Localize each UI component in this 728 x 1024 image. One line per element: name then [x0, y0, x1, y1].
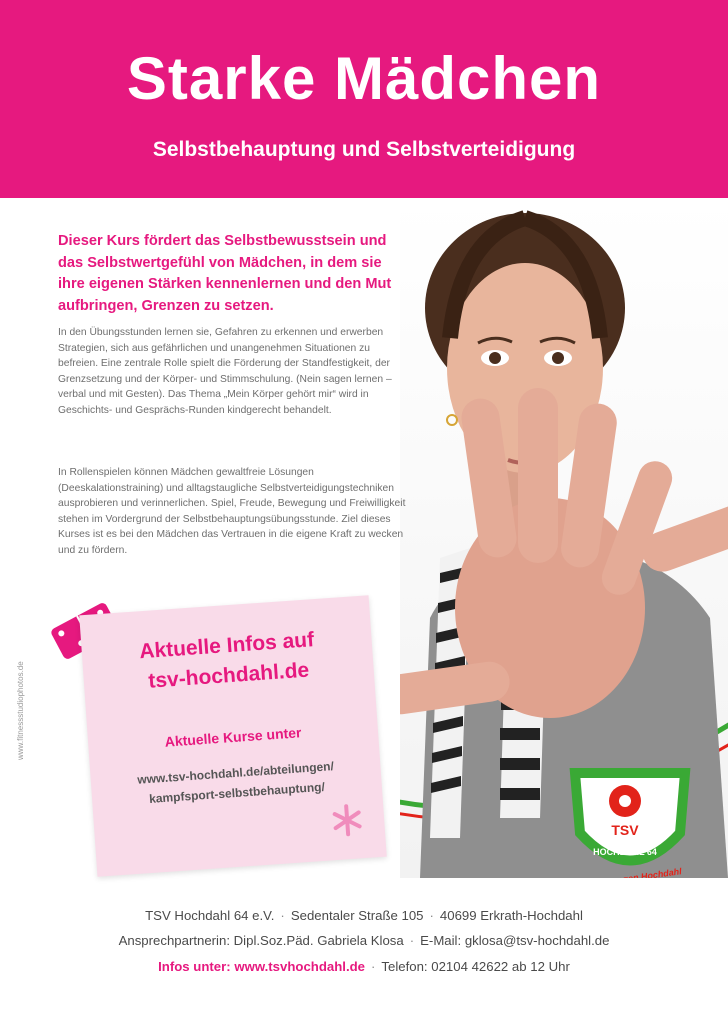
card-url-line-1[interactable]: www.tsv-hochdahl.de/abteilungen/: [136, 759, 335, 787]
intro-text: Dieser Kurs fördert das Selbstbewusstsein und das Selbstwertgefühl von Mädchen, in dem sie ihre eigenen Stärken kennenlernen und den Mut aufbringen, Grenzen zu setzen.: [58, 233, 392, 314]
page-subtitle: Selbstbehauptung und Selbstverteidigung: [152, 138, 576, 161]
footer-street: Sedentaler Straße 105: [290, 908, 424, 923]
footer-info-link[interactable]: Infos unter: www.tsvhochdahl.de: [158, 959, 365, 974]
logo-ring-text: HOCHDAHL 64: [593, 847, 657, 857]
footer-city: 40699 Erkrath-Hochdahl: [439, 908, 583, 923]
footer-email[interactable]: E-Mail: gklosa@tsv-hochdahl.de: [420, 933, 610, 948]
logo-slogan: Wir bewegen Hochdahl: [582, 866, 683, 890]
photo-credit: www.fitnessstudiophotos.de: [16, 661, 25, 760]
footer-contact: Ansprechpartnerin: Dipl.Soz.Päd. Gabriela Klosa: [118, 933, 404, 948]
tsv-logo: [555, 753, 705, 890]
body-paragraph-2: In Rollenspielen können Mädchen gewaltfreie Lösungen (Deeskalationstraining) und alltagstaugliche Selbstverteidigungstechniken ausprobieren und verinnerlichen. Spiel, Freude, Bewegung und Freiwilligkeit stehen im Vordergrund der Selbstbehauptungsübungsstunde. Ziel dieses Kurses ist es bei den Mädchen das Vertrauen in die eigene Kraft zu wecken und zu fördern.: [58, 467, 406, 556]
footer-contact-line: Ansprechpartnerin: Dipl.Soz.Päd. Gabriela Klosa · E-Mail: gklosa@tsv-hochdahl.de: [118, 933, 610, 948]
footer-info-line: Infos unter: www.tsvhochdahl.de · Telefon: 02104 42622 ab 12 Uhr: [158, 959, 570, 974]
card-line-2[interactable]: tsv-hochdahl.de: [147, 658, 310, 693]
card-courses-label: Aktuelle Kurse unter: [164, 724, 302, 750]
header-band: [0, 0, 728, 198]
tsv-star-icon: [609, 785, 641, 817]
footer-address-line: TSV Hochdahl 64 e.V. · Sedentaler Straße 105 · 40699 Erkrath-Hochdahl: [145, 908, 583, 923]
page-title: Starke Mädchen: [126, 45, 602, 112]
photo-girl-stop-hand: [400, 198, 728, 890]
card-headline: [81, 621, 374, 701]
card-url-line-2[interactable]: kampfsport-selbstbehauptung/: [148, 779, 326, 806]
body-paragraph-1: In den Übungsstunden lernen sie, Gefahren zu erkennen und erwerben Strategien, sich aus gefährlichen und unangenehmen Situationen zu befreien. Eine zentrale Rolle spielt die Förderung der Standfestigkeit, der Grenzsetzung und der Körper- und Stimmschulung. (Nein sagen lernen – verbal und mit Gesten). Das Thema „Mein Körper gehört mir“ wird in Geschichts- und Gesprächs-Runden kindgerecht behandelt.: [58, 327, 392, 416]
asterisk-icon: [329, 802, 365, 838]
logo-name: TSV: [611, 822, 639, 838]
footer-phone: Telefon: 02104 42622 ab 12 Uhr: [381, 959, 570, 974]
footer-org: TSV Hochdahl 64 e.V.: [145, 908, 275, 923]
card-line-1: Aktuelle Infos auf: [138, 628, 315, 664]
info-card: [79, 595, 387, 877]
